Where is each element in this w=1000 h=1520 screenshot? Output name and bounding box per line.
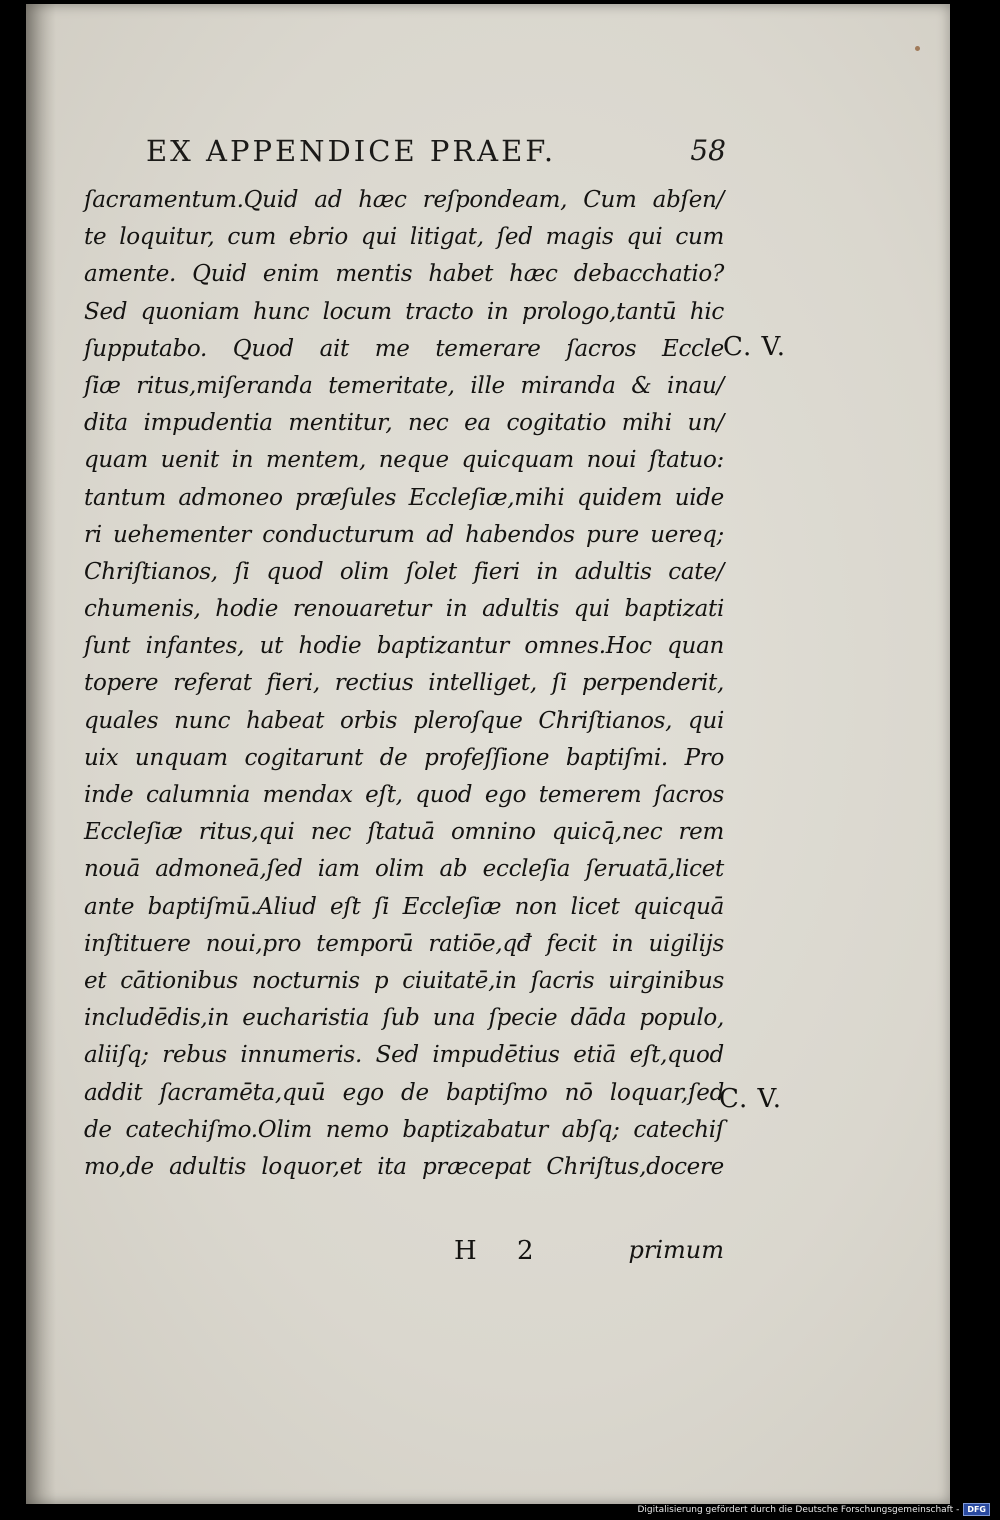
credit-text: Digitalisierung gefördert durch die Deutsche Forschungsgemeinschaft -	[637, 1504, 960, 1515]
text-line: inſtituere noui,pro temporū ratiōe,qđ fecit in uigilijs	[84, 930, 724, 957]
margin-note: C. V.	[719, 1084, 782, 1114]
text-line: de catechiſmo.Olim nemo baptizabatur abſq; catechiſ	[84, 1116, 724, 1143]
text-line: et cātionibus nocturnis p ciuitatē,in ſacris uirginibus	[84, 967, 724, 994]
text-line: ante baptiſmū.Aliud eſt ſi Eccleſiæ non licet quicquā	[84, 893, 724, 920]
text-line: dita impudentia mentitur, nec ea cogitatio mihi un/	[84, 410, 724, 437]
text-line: ſacramentum.Quid ad hæc reſpondeam, Cum abſen/	[84, 187, 724, 213]
digitization-credit	[637, 1503, 990, 1516]
text-line: nouā admoneā,ſed iam olim ab eccleſia ſeruatā,licet	[84, 856, 724, 883]
dfg-logo: DFG	[963, 1503, 990, 1516]
text-line: topere referat fieri, rectius intelliget, ſi perpenderit,	[84, 670, 724, 697]
paper-spot	[915, 46, 920, 51]
body-text	[84, 182, 724, 1186]
text-line: addit ſacramēta,quū ego de baptiſmo nō loquar,ſed	[84, 1079, 724, 1106]
text-line: quam uenit in mentem, neque quicquam noui ſtatuo:	[84, 447, 724, 474]
folio-number: 58	[690, 134, 726, 167]
text-line: chumenis, hodie renouaretur in adultis qui baptizati	[84, 596, 724, 623]
text-line: mo,de adultis loquor,et ita præcepat Chriſtus,docere	[84, 1153, 724, 1180]
page-footer	[84, 1236, 724, 1276]
text-line: includēdis,in eucharistia ſub una ſpecie dāda populo,	[84, 1005, 724, 1032]
catchword: primum	[628, 1236, 724, 1264]
running-title: EX APPENDICE PRAEF.	[146, 134, 557, 168]
text-line: uix unquam cogitarunt de profeſſione baptiſmi. Pro	[84, 744, 724, 771]
signature-mark: H 2	[454, 1236, 550, 1266]
text-line: amente. Quid enim mentis habet hæc debacchatio?	[84, 261, 724, 288]
text-line: ſiæ ritus,miſeranda temeritate, ille miranda & inau/	[84, 372, 724, 399]
text-line: te loquitur, cum ebrio qui litigat, ſed magis qui cum	[84, 224, 724, 251]
text-line: Eccleſiæ ritus,qui nec ſtatuā omnino quicq̄,nec rem	[84, 819, 724, 846]
book-page	[26, 4, 950, 1504]
text-line: aliiſq; rebus innumeris. Sed impudētius etiā eſt,quod	[84, 1042, 724, 1069]
running-head	[146, 134, 726, 174]
margin-note: C. V.	[723, 332, 786, 362]
text-line: ſupputabo. Quod ait me temerare ſacros Eccle	[84, 335, 724, 362]
text-line: ſunt infantes, ut hodie baptizantur omnes.Hoc quan	[84, 633, 724, 660]
text-line: quales nunc habeat orbis pleroſque Chriſtianos, qui	[84, 707, 724, 734]
text-line: ri uehementer conducturum ad habendos pure uereq;	[84, 521, 724, 548]
text-line: tantum admoneo præſules Eccleſiæ,mihi quidem uide	[84, 484, 724, 511]
text-line: inde calumnia mendax eſt, quod ego temerem ſacros	[84, 782, 724, 808]
gutter-shadow	[26, 4, 56, 1504]
text-line: Sed quoniam hunc locum tracto in prologo,tantū hic	[84, 298, 724, 325]
text-line: Chriſtianos, ſi quod olim ſolet fieri in adultis cate/	[84, 558, 724, 585]
